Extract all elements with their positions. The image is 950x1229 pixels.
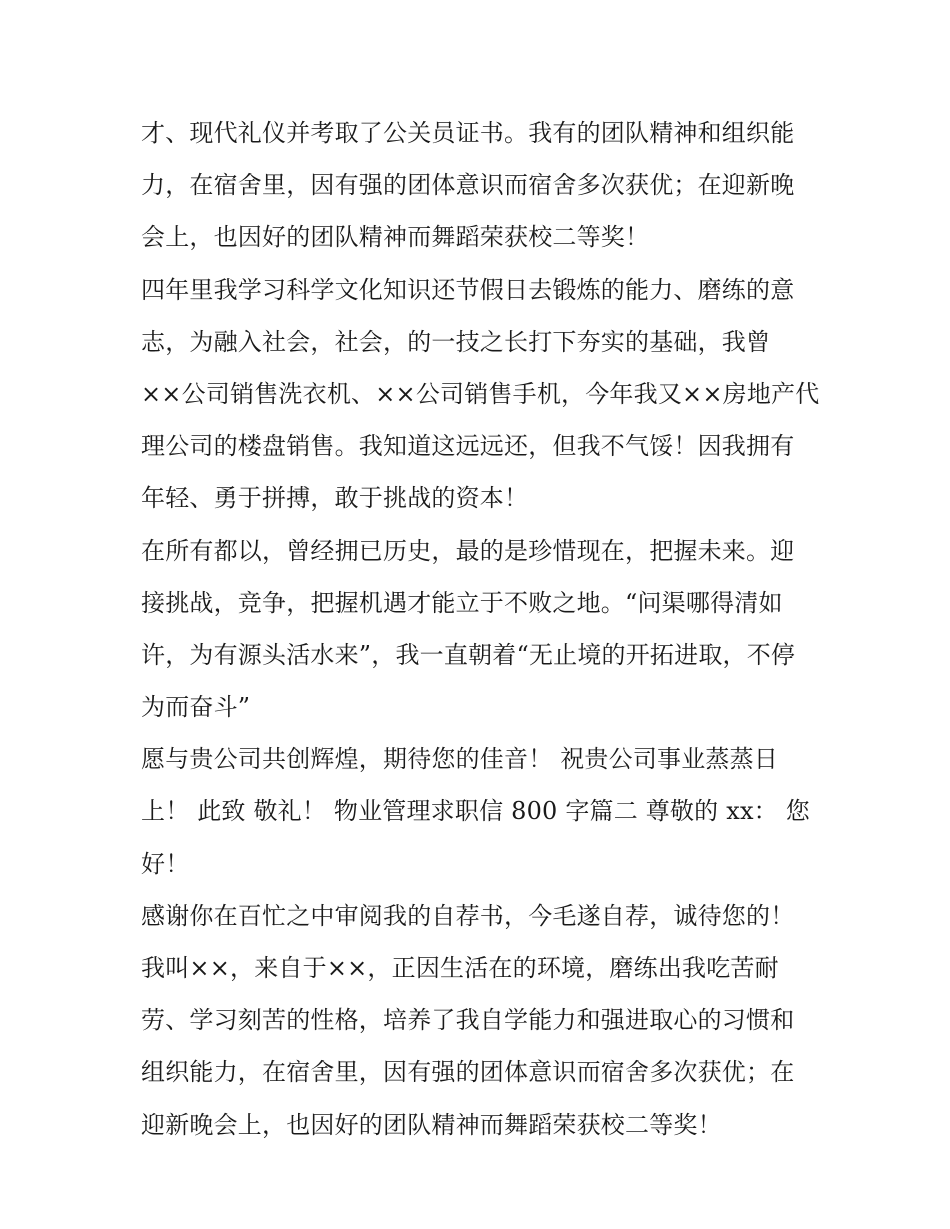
text-line: 接挑战，竞争，把握机遇才能立于不败之地。“问渠哪得清如 [141, 588, 783, 617]
text-line: 迎新晚会上，也因好的团队精神而舞蹈荣获校二等奖！ [141, 1110, 722, 1139]
text-line: 许，为有源头活水来”，我一直朝着“无止境的开拓进取，不停 [141, 640, 796, 669]
text-line: 才、现代礼仪并考取了公关员证书。我有的团队精神和组织能 [141, 119, 795, 147]
text-line: 我叫××，来自于××，正因生活在的环境，磨练出我吃苦耐 [141, 954, 779, 982]
text-line: 劳、学习刻苦的性格，培养了我自学能力和强进取心的习惯和 [141, 1006, 795, 1035]
text-line: 好！ [141, 849, 190, 878]
text-line: 为而奋斗” [141, 693, 251, 722]
text-line: 在所有都以，曾经拥已历史，最的是珍惜现在，把握未来。迎 [141, 536, 795, 565]
text-line: 理公司的楼盘销售。我知道这远远还，但我不气馁！因我拥有 [141, 432, 795, 461]
text-line: ××公司销售洗衣机、××公司销售手机，今年我又××房地产代 [141, 379, 820, 408]
text-line: 感谢你在百忙之中审阅我的自荐书，今毛遂自荐，诚待您的！ [141, 901, 795, 930]
text-line: 愿与贵公司共创辉煌，期待您的佳音！ 祝贵公司事业蒸蒸日 [141, 745, 779, 774]
text-line: 志，为融入社会，社会，的一技之长打下夯实的基础，我曾 [141, 327, 771, 356]
text-line: 年轻、勇于拼搏，敢于挑战的资本！ [141, 484, 529, 513]
text-line: 上！ 此致 敬礼！ 物业管理求职信 800 字篇二 尊敬的 xx： 您 [141, 797, 810, 826]
text-line: 力，在宿舍里，因有强的团体意识而宿舍多次获优；在迎新晚 [141, 171, 795, 200]
text-line: 会上，也因好的团队精神而舞蹈荣获校二等奖！ [141, 223, 650, 252]
text-line: 四年里我学习科学文化知识还节假日去锻炼的能力、磨练的意 [141, 275, 795, 304]
document-body [141, 107, 821, 1151]
text-line: 组织能力，在宿舍里，因有强的团体意识而宿舍多次获优；在 [141, 1058, 795, 1087]
